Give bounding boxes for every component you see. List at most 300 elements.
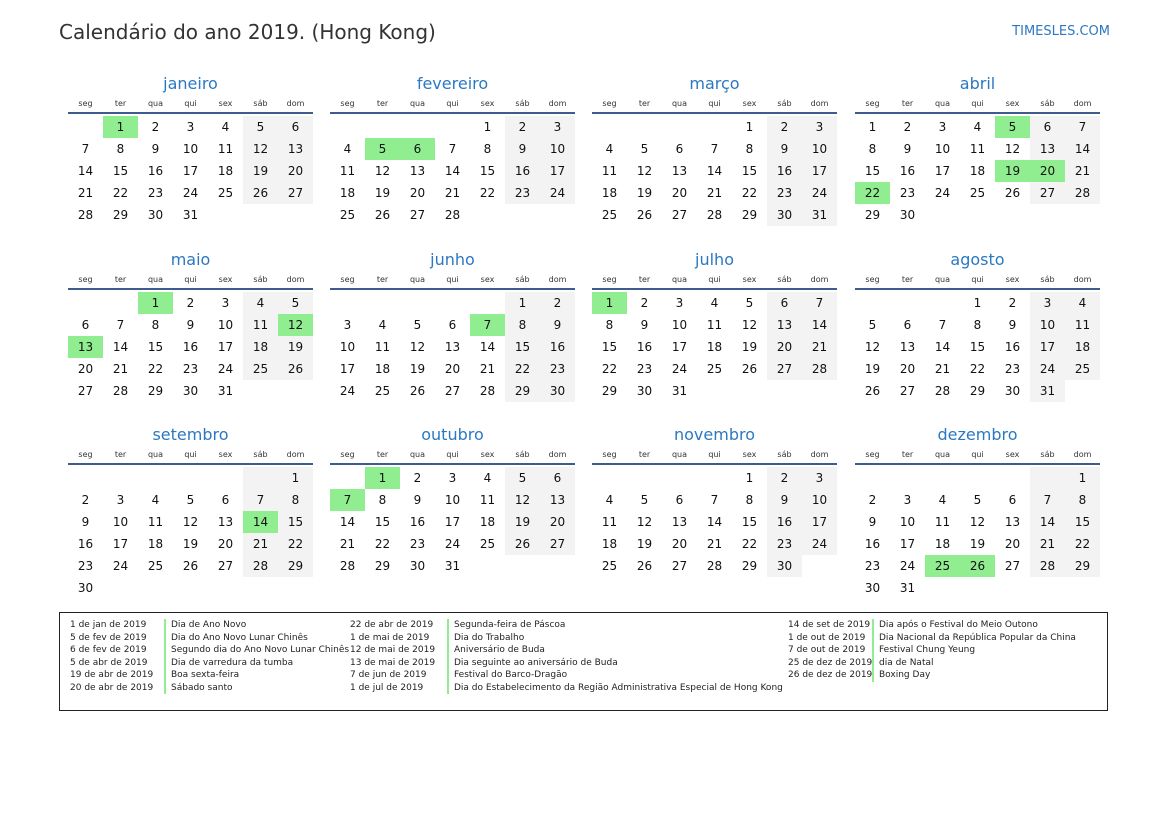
legend-date: 25 de dez de 2019 bbox=[788, 657, 873, 668]
holiday-day-cell: 14 bbox=[243, 511, 278, 533]
legend-date: 6 de fev de 2019 bbox=[70, 645, 147, 655]
day-cell: 4 bbox=[221, 120, 230, 134]
day-cell: 12 bbox=[409, 340, 426, 354]
day-cell: 15 bbox=[969, 340, 986, 354]
weekday-label: qua bbox=[409, 99, 426, 108]
day-cell: 3 bbox=[448, 471, 457, 485]
day-cell: 25 bbox=[479, 537, 496, 551]
day-cell: 2 bbox=[413, 471, 422, 485]
day-cell: 17 bbox=[934, 164, 951, 178]
day-cell: 16 bbox=[636, 340, 653, 354]
day-cell: 12 bbox=[1004, 142, 1021, 156]
day-cell: 27 bbox=[767, 358, 802, 380]
day-cell: 13 bbox=[409, 164, 426, 178]
legend-date: 12 de mai de 2019 bbox=[350, 645, 436, 655]
day-cell: 7 bbox=[1065, 116, 1100, 138]
empty-cell bbox=[960, 467, 995, 489]
weekday-label: seg bbox=[340, 99, 355, 108]
day-cell: 6 bbox=[221, 493, 230, 507]
day-cell: 18 bbox=[601, 186, 618, 200]
day-cell: 15 bbox=[864, 164, 881, 178]
day-cell: 16 bbox=[77, 537, 94, 551]
day-cell: 30 bbox=[540, 380, 575, 402]
holiday-legend bbox=[59, 612, 1108, 711]
weekday-label: qui bbox=[971, 450, 984, 459]
day-grid bbox=[592, 116, 837, 226]
day-cell: 13 bbox=[217, 515, 234, 529]
day-cell: 25 bbox=[1065, 358, 1100, 380]
month-julho bbox=[592, 249, 837, 402]
page-title: Calendário do ano 2019. (Hong Kong) bbox=[59, 20, 436, 44]
weekday-label: sex bbox=[218, 99, 233, 108]
day-cell: 2 bbox=[505, 116, 540, 138]
day-cell: 22 bbox=[741, 537, 758, 551]
holiday-day-cell: 26 bbox=[960, 555, 995, 577]
month-agosto bbox=[855, 249, 1100, 402]
empty-cell bbox=[173, 467, 208, 489]
month-janeiro bbox=[68, 73, 313, 226]
month-setembro bbox=[68, 424, 313, 599]
legend-holiday-name: Dia de varredura da tumba bbox=[164, 657, 293, 670]
day-cell: 19 bbox=[278, 336, 313, 358]
empty-cell bbox=[365, 292, 400, 314]
day-cell: 6 bbox=[1008, 493, 1017, 507]
empty-cell bbox=[435, 292, 470, 314]
day-cell: 19 bbox=[636, 186, 653, 200]
day-cell: 17 bbox=[802, 511, 837, 533]
day-cell: 31 bbox=[802, 204, 837, 226]
holiday-day-cell: 6 bbox=[400, 138, 435, 160]
day-cell: 5 bbox=[505, 467, 540, 489]
day-cell: 18 bbox=[706, 340, 723, 354]
day-cell: 11 bbox=[934, 515, 951, 529]
day-cell: 27 bbox=[671, 559, 688, 573]
day-cell: 25 bbox=[601, 208, 618, 222]
day-cell: 20 bbox=[77, 362, 94, 376]
legend-date: 1 de out de 2019 bbox=[788, 632, 866, 643]
holiday-day-cell: 12 bbox=[278, 314, 313, 336]
weekday-label: qua bbox=[671, 450, 688, 459]
day-cell: 15 bbox=[505, 336, 540, 358]
weekday-label: sáb bbox=[515, 450, 530, 459]
weekday-header bbox=[592, 271, 837, 290]
day-cell: 22 bbox=[147, 362, 164, 376]
day-grid bbox=[592, 467, 837, 577]
empty-cell bbox=[662, 467, 697, 489]
weekday-header bbox=[592, 446, 837, 465]
day-cell: 17 bbox=[444, 515, 461, 529]
day-cell: 15 bbox=[479, 164, 496, 178]
empty-cell bbox=[890, 467, 925, 489]
day-cell: 3 bbox=[186, 120, 195, 134]
weekday-label: sáb bbox=[515, 99, 530, 108]
day-cell: 28 bbox=[243, 555, 278, 577]
day-cell: 25 bbox=[217, 186, 234, 200]
day-cell: 31 bbox=[182, 208, 199, 222]
day-cell: 15 bbox=[601, 340, 618, 354]
day-cell: 9 bbox=[767, 138, 802, 160]
day-cell: 27 bbox=[1004, 559, 1021, 573]
day-cell: 30 bbox=[77, 581, 94, 595]
weekday-label: sáb bbox=[253, 275, 268, 284]
weekday-label: ter bbox=[114, 99, 127, 108]
site-link[interactable]: TIMESLES.COM bbox=[1012, 24, 1110, 39]
day-cell: 6 bbox=[81, 318, 90, 332]
day-cell: 11 bbox=[479, 493, 496, 507]
day-cell: 20 bbox=[1004, 537, 1021, 551]
day-cell: 18 bbox=[217, 164, 234, 178]
weekday-label: sáb bbox=[777, 99, 792, 108]
weekday-label: qui bbox=[708, 99, 721, 108]
day-cell: 1 bbox=[1065, 467, 1100, 489]
holiday-day-cell: 20 bbox=[1030, 160, 1065, 182]
day-cell: 24 bbox=[182, 186, 199, 200]
holiday-day-cell: 1 bbox=[592, 292, 627, 314]
day-cell: 20 bbox=[671, 186, 688, 200]
weekday-label: ter bbox=[376, 275, 389, 284]
day-cell: 25 bbox=[243, 358, 278, 380]
day-cell: 28 bbox=[112, 384, 129, 398]
day-cell: 9 bbox=[640, 318, 649, 332]
day-cell: 5 bbox=[973, 493, 982, 507]
empty-cell bbox=[68, 467, 103, 489]
month-abril bbox=[855, 73, 1100, 226]
day-cell: 20 bbox=[671, 537, 688, 551]
weekday-label: dom bbox=[548, 275, 567, 284]
day-cell: 24 bbox=[899, 559, 916, 573]
day-cell: 1 bbox=[868, 120, 877, 134]
holiday-day-cell: 1 bbox=[365, 467, 400, 489]
holiday-day-cell: 25 bbox=[925, 555, 960, 577]
empty-cell bbox=[138, 467, 173, 489]
legend-holiday-name: Sábado santo bbox=[164, 682, 232, 695]
day-cell: 29 bbox=[1065, 555, 1100, 577]
day-cell: 10 bbox=[444, 493, 461, 507]
day-cell: 18 bbox=[147, 537, 164, 551]
day-cell: 15 bbox=[147, 340, 164, 354]
day-cell: 29 bbox=[741, 559, 758, 573]
weekday-header bbox=[330, 446, 575, 465]
day-cell: 23 bbox=[77, 559, 94, 573]
day-cell: 9 bbox=[540, 314, 575, 336]
day-cell: 8 bbox=[505, 314, 540, 336]
day-cell: 22 bbox=[278, 533, 313, 555]
day-cell: 28 bbox=[706, 559, 723, 573]
day-cell: 21 bbox=[112, 362, 129, 376]
day-grid bbox=[68, 292, 313, 402]
day-cell: 30 bbox=[182, 384, 199, 398]
weekday-header bbox=[68, 446, 313, 465]
weekday-label: qua bbox=[409, 275, 426, 284]
month-name: dezembro bbox=[937, 425, 1018, 444]
legend-holiday-name: Boxing Day bbox=[872, 669, 930, 682]
day-cell: 14 bbox=[802, 314, 837, 336]
weekday-label: sex bbox=[480, 275, 495, 284]
weekday-label: ter bbox=[901, 99, 914, 108]
day-cell: 2 bbox=[767, 467, 802, 489]
weekday-label: sex bbox=[1005, 99, 1020, 108]
empty-cell bbox=[890, 292, 925, 314]
day-cell: 9 bbox=[505, 138, 540, 160]
day-cell: 17 bbox=[802, 160, 837, 182]
holiday-day-cell: 19 bbox=[995, 160, 1030, 182]
day-cell: 10 bbox=[671, 318, 688, 332]
weekday-header bbox=[330, 271, 575, 290]
day-cell: 3 bbox=[802, 116, 837, 138]
day-cell: 20 bbox=[540, 511, 575, 533]
day-cell: 16 bbox=[182, 340, 199, 354]
day-cell: 10 bbox=[899, 515, 916, 529]
day-cell: 27 bbox=[77, 384, 94, 398]
legend-date: 22 de abr de 2019 bbox=[350, 620, 434, 630]
weekday-label: seg bbox=[340, 275, 355, 284]
month-name: janeiro bbox=[163, 74, 218, 93]
month-name: junho bbox=[430, 250, 475, 269]
day-cell: 28 bbox=[479, 384, 496, 398]
day-cell: 8 bbox=[745, 493, 754, 507]
empty-cell bbox=[925, 467, 960, 489]
day-cell: 9 bbox=[151, 142, 160, 156]
day-cell: 12 bbox=[741, 318, 758, 332]
day-cell: 9 bbox=[186, 318, 195, 332]
day-cell: 3 bbox=[116, 493, 125, 507]
empty-cell bbox=[330, 292, 365, 314]
weekday-label: dom bbox=[1073, 99, 1092, 108]
day-cell: 8 bbox=[278, 489, 313, 511]
day-cell: 5 bbox=[640, 142, 649, 156]
day-cell: 23 bbox=[182, 362, 199, 376]
weekday-label: qua bbox=[147, 275, 164, 284]
day-cell: 30 bbox=[636, 384, 653, 398]
day-cell: 21 bbox=[706, 537, 723, 551]
legend-holiday-name: Dia de Ano Novo bbox=[164, 619, 246, 632]
day-cell: 12 bbox=[374, 164, 391, 178]
day-cell: 15 bbox=[741, 515, 758, 529]
day-cell: 21 bbox=[339, 537, 356, 551]
day-cell: 18 bbox=[243, 336, 278, 358]
empty-cell bbox=[330, 116, 365, 138]
weekday-label: sex bbox=[480, 450, 495, 459]
day-cell: 11 bbox=[601, 164, 618, 178]
day-cell: 23 bbox=[1004, 362, 1021, 376]
day-cell: 28 bbox=[1030, 555, 1065, 577]
weekday-label: seg bbox=[602, 275, 617, 284]
day-cell: 21 bbox=[479, 362, 496, 376]
day-cell: 20 bbox=[767, 336, 802, 358]
empty-cell bbox=[68, 292, 103, 314]
holiday-day-cell: 1 bbox=[138, 292, 173, 314]
day-cell: 8 bbox=[378, 493, 387, 507]
day-cell: 12 bbox=[505, 489, 540, 511]
day-cell: 31 bbox=[1030, 380, 1065, 402]
day-cell: 21 bbox=[77, 186, 94, 200]
month-name: agosto bbox=[950, 250, 1005, 269]
day-cell: 30 bbox=[1004, 384, 1021, 398]
day-cell: 20 bbox=[409, 186, 426, 200]
day-cell: 13 bbox=[899, 340, 916, 354]
day-cell: 10 bbox=[540, 138, 575, 160]
day-cell: 20 bbox=[899, 362, 916, 376]
day-cell: 28 bbox=[1065, 182, 1100, 204]
legend-date: 13 de mai de 2019 bbox=[350, 657, 436, 668]
day-grid bbox=[330, 116, 575, 226]
day-cell: 3 bbox=[903, 493, 912, 507]
day-cell: 24 bbox=[339, 384, 356, 398]
day-cell: 24 bbox=[671, 362, 688, 376]
day-cell: 14 bbox=[77, 164, 94, 178]
weekday-label: ter bbox=[376, 99, 389, 108]
day-cell: 25 bbox=[374, 384, 391, 398]
day-cell: 22 bbox=[374, 537, 391, 551]
weekday-label: qui bbox=[184, 99, 197, 108]
day-cell: 23 bbox=[636, 362, 653, 376]
day-cell: 26 bbox=[864, 384, 881, 398]
weekday-label: ter bbox=[638, 450, 651, 459]
day-cell: 17 bbox=[540, 160, 575, 182]
day-cell: 26 bbox=[182, 559, 199, 573]
day-cell: 3 bbox=[221, 296, 230, 310]
day-cell: 26 bbox=[636, 559, 653, 573]
day-cell: 3 bbox=[675, 296, 684, 310]
day-cell: 6 bbox=[540, 467, 575, 489]
weekday-label: sex bbox=[1005, 450, 1020, 459]
legend-holiday-name: Dia do Trabalho bbox=[447, 632, 524, 645]
day-cell: 27 bbox=[540, 533, 575, 555]
month-name: fevereiro bbox=[416, 74, 489, 93]
day-cell: 5 bbox=[640, 493, 649, 507]
empty-cell bbox=[592, 116, 627, 138]
day-cell: 8 bbox=[483, 142, 492, 156]
month-dezembro bbox=[855, 424, 1100, 599]
day-cell: 28 bbox=[706, 208, 723, 222]
day-cell: 4 bbox=[605, 493, 614, 507]
day-cell: 21 bbox=[444, 186, 461, 200]
day-cell: 16 bbox=[767, 511, 802, 533]
day-cell: 4 bbox=[243, 292, 278, 314]
weekday-label: dom bbox=[1073, 450, 1092, 459]
day-cell: 13 bbox=[1030, 138, 1065, 160]
day-cell: 3 bbox=[343, 318, 352, 332]
legend-date: 20 de abr de 2019 bbox=[70, 682, 154, 693]
holiday-day-cell: 13 bbox=[68, 336, 103, 358]
day-cell: 25 bbox=[706, 362, 723, 376]
day-cell: 9 bbox=[868, 515, 877, 529]
weekday-label: seg bbox=[865, 275, 880, 284]
holiday-day-cell: 1 bbox=[103, 116, 138, 138]
day-cell: 18 bbox=[339, 186, 356, 200]
day-cell: 30 bbox=[409, 559, 426, 573]
weekday-label: dom bbox=[286, 99, 305, 108]
holiday-day-cell: 7 bbox=[470, 314, 505, 336]
day-cell: 29 bbox=[374, 559, 391, 573]
day-cell: 14 bbox=[444, 164, 461, 178]
day-cell: 15 bbox=[278, 511, 313, 533]
month-junho bbox=[330, 249, 575, 402]
day-cell: 24 bbox=[1030, 358, 1065, 380]
weekday-header bbox=[68, 271, 313, 290]
day-cell: 31 bbox=[444, 559, 461, 573]
day-cell: 15 bbox=[741, 164, 758, 178]
day-cell: 22 bbox=[505, 358, 540, 380]
day-grid bbox=[855, 292, 1100, 402]
day-cell: 31 bbox=[217, 384, 234, 398]
day-cell: 4 bbox=[973, 120, 982, 134]
empty-cell bbox=[400, 292, 435, 314]
day-cell: 24 bbox=[934, 186, 951, 200]
day-cell: 14 bbox=[1030, 511, 1065, 533]
day-cell: 23 bbox=[147, 186, 164, 200]
day-cell: 10 bbox=[802, 489, 837, 511]
day-cell: 21 bbox=[706, 186, 723, 200]
day-cell: 8 bbox=[116, 142, 125, 156]
day-cell: 27 bbox=[671, 208, 688, 222]
weekday-label: sáb bbox=[1040, 99, 1055, 108]
day-cell: 8 bbox=[605, 318, 614, 332]
day-cell: 11 bbox=[339, 164, 356, 178]
day-cell: 7 bbox=[81, 142, 90, 156]
day-cell: 24 bbox=[802, 533, 837, 555]
day-cell: 22 bbox=[112, 186, 129, 200]
day-cell: 7 bbox=[1030, 489, 1065, 511]
legend-date: 19 de abr de 2019 bbox=[70, 670, 154, 680]
day-cell: 19 bbox=[243, 160, 278, 182]
day-cell: 16 bbox=[899, 164, 916, 178]
day-cell: 26 bbox=[243, 182, 278, 204]
day-cell: 16 bbox=[540, 336, 575, 358]
weekday-label: dom bbox=[810, 99, 829, 108]
day-cell: 24 bbox=[112, 559, 129, 573]
day-cell: 25 bbox=[339, 208, 356, 222]
weekday-label: qui bbox=[971, 275, 984, 284]
day-cell: 30 bbox=[899, 208, 916, 222]
month-name: abril bbox=[959, 74, 996, 93]
weekday-label: sáb bbox=[777, 275, 792, 284]
month-março bbox=[592, 73, 837, 226]
holiday-day-cell: 7 bbox=[330, 489, 365, 511]
day-cell: 24 bbox=[217, 362, 234, 376]
day-cell: 23 bbox=[505, 182, 540, 204]
weekday-label: qua bbox=[934, 275, 951, 284]
day-cell: 18 bbox=[601, 537, 618, 551]
empty-cell bbox=[243, 467, 278, 489]
day-grid bbox=[330, 292, 575, 402]
day-cell: 3 bbox=[540, 116, 575, 138]
weekday-label: qua bbox=[147, 450, 164, 459]
day-cell: 15 bbox=[374, 515, 391, 529]
day-cell: 5 bbox=[278, 292, 313, 314]
day-cell: 28 bbox=[802, 358, 837, 380]
legend-date: 1 de jan de 2019 bbox=[70, 620, 147, 630]
weekday-label: sex bbox=[742, 275, 757, 284]
weekday-label: dom bbox=[810, 275, 829, 284]
empty-cell bbox=[662, 116, 697, 138]
day-cell: 8 bbox=[1065, 489, 1100, 511]
weekday-label: sex bbox=[218, 275, 233, 284]
day-cell: 23 bbox=[864, 559, 881, 573]
day-cell: 11 bbox=[601, 515, 618, 529]
day-cell: 12 bbox=[969, 515, 986, 529]
day-grid bbox=[330, 467, 575, 577]
weekday-header bbox=[855, 271, 1100, 290]
weekday-label: seg bbox=[602, 99, 617, 108]
day-cell: 8 bbox=[745, 142, 754, 156]
day-cell: 24 bbox=[444, 537, 461, 551]
day-cell: 6 bbox=[675, 493, 684, 507]
day-cell: 15 bbox=[1065, 511, 1100, 533]
day-cell: 3 bbox=[802, 467, 837, 489]
day-cell: 10 bbox=[934, 142, 951, 156]
day-cell: 25 bbox=[969, 186, 986, 200]
